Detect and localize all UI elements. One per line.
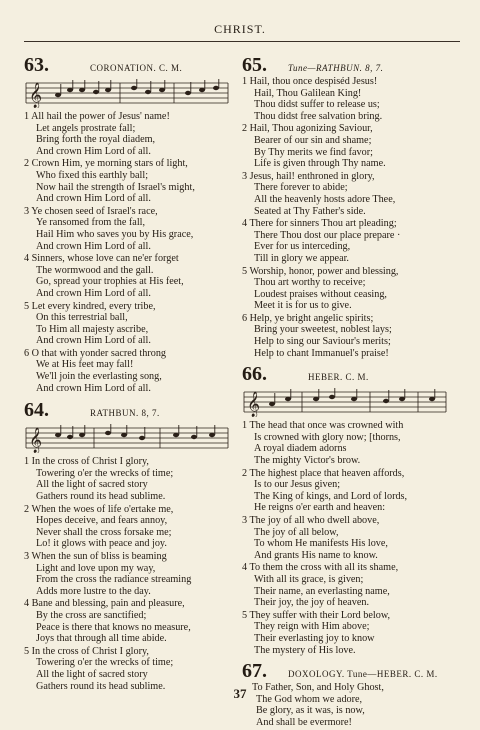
verse-line: Now hail the strength of Israel's might, [36, 181, 195, 193]
verse-line: Ye ransomed from the fall, [36, 217, 146, 229]
left-column [24, 54, 234, 693]
verse-line: 3 Jesus, hail! enthroned in glory, [242, 170, 375, 182]
verse-line: They reign with Him above; [254, 621, 370, 633]
verse-line: The joy of all below, [254, 526, 339, 538]
music-staff [242, 387, 448, 417]
verse [242, 76, 452, 122]
verse [242, 562, 452, 608]
verse-line: We'll join the everlasting song, [36, 371, 162, 383]
hymn-number: 67. [242, 660, 267, 683]
verse [24, 598, 234, 644]
verse-line: To whom He manifests His love, [254, 538, 388, 550]
verse-line: Ever for us interceding, [254, 241, 351, 253]
hymn-65 [242, 54, 452, 359]
verse-line: Is to our Jesus given; [254, 479, 341, 491]
verse-line: Till in glory we appear. [254, 252, 349, 264]
verse-line: And crown Him Lord of all. [36, 287, 151, 299]
verse-line: 3 When the sun of bliss is beaming [24, 551, 167, 562]
verse-line: 5 They suffer with their Lord below, [242, 609, 391, 621]
verse-line: Life is given through Thy name. [254, 158, 386, 170]
verse-line: Help to sing our Saviour's merits; [254, 336, 391, 348]
verse-line: Seated at Thy Father's side. [254, 205, 366, 217]
verse-line: On this terrestrial ball, [36, 312, 128, 324]
verse-line: To Him all majesty ascribe, [36, 323, 149, 335]
verse [242, 218, 452, 264]
verse [24, 504, 234, 550]
right-column [242, 54, 452, 730]
hymn-number: 66. [242, 363, 267, 386]
verse-line: Lo! it glows with peace and joy. [36, 538, 167, 550]
verse-line: Bring forth the royal diadem, [36, 134, 156, 146]
verse-line: 4 Bane and blessing, pain and pleasure, [24, 598, 185, 610]
verse-line: Who fixed this earthly ball; [36, 169, 149, 181]
verse [242, 515, 452, 561]
hymn-66 [242, 363, 452, 656]
verse [242, 266, 452, 312]
svg-text:𝄞: 𝄞 [29, 82, 43, 107]
verse-line: Towering o'er the wrecks of time; [36, 467, 174, 479]
verse-line: Their joy, the joy of heaven. [254, 597, 370, 609]
hymn-63 [24, 54, 234, 394]
verse-line: All the light of sacred story [36, 668, 148, 680]
verse-line: And crown Him Lord of all. [36, 382, 151, 394]
verse-line: Go, spread your trophies at His feet, [36, 276, 184, 288]
verse-line: 2 Crown Him, ye morning stars of light, [24, 158, 188, 170]
verse-line: 5 Worship, honor, power and blessing, [242, 265, 399, 277]
verse-line: 1 All hail the power of Jesus' name! [24, 111, 170, 122]
verse-line: The mystery of His love. [254, 644, 356, 656]
verse-line: Meet it is for us to give. [254, 300, 352, 312]
verse-line: Hail Him who saves you by His grace, [36, 228, 194, 240]
verse-line: 6 Help, ye bright angelic spirits; [242, 312, 374, 324]
svg-text:𝄞: 𝄞 [29, 427, 43, 453]
verse-line: Thou didst suffer to release us; [254, 99, 380, 111]
verse [24, 456, 234, 502]
verse-line: All the heavenly hosts adore Thee, [254, 193, 396, 205]
verse-list [242, 420, 452, 656]
verse-line: 2 The highest place that heaven affords, [242, 467, 405, 479]
verse-line: The mighty Victor's brow. [254, 455, 361, 467]
verse-line: The wormwood and the gall. [36, 264, 154, 276]
verse-line: Bring your sweetest, noblest lays; [254, 324, 392, 336]
verse-list [24, 456, 234, 692]
verse [242, 420, 452, 466]
verse-line: And crown Him Lord of all. [36, 145, 151, 157]
svg-text:𝄞: 𝄞 [247, 391, 261, 417]
verse-line: He reigns o'er earth and heaven: [254, 502, 386, 514]
verse-line: 5 In the cross of Christ I glory, [24, 645, 149, 657]
tune-name: CORONATION. C. M. [90, 63, 183, 73]
verse-line: The God whom we adore, [256, 693, 363, 705]
verse-line: 3 The joy of all who dwell above, [242, 515, 380, 526]
verse [242, 171, 452, 217]
verse-line: There forever to abide; [254, 182, 348, 194]
music-staff [24, 423, 230, 453]
verse-line: And crown Him Lord of all. [36, 240, 151, 252]
verse-line: Peace is there that knows no measure, [36, 621, 191, 633]
verse-line: To Father, Son, and Holy Ghost, [252, 682, 384, 694]
header-rule [24, 41, 460, 42]
verse-line: From the cross the radiance streaming [36, 574, 192, 586]
verse-line: 1 Hail, thou once despiséd Jesus! [242, 76, 378, 87]
verse-line: Bearer of our sin and shame; [254, 134, 372, 146]
verse [24, 111, 234, 157]
verse-line: Never shall the cross forsake me; [36, 526, 172, 538]
verse [24, 158, 234, 204]
verse-line: 3 Ye chosen seed of Israel's race, [24, 205, 158, 217]
verse-line: Adds more lustre to the day. [36, 585, 151, 597]
verse-line: Gathers round its head sublime. [36, 680, 166, 692]
page-number: 37 [233, 686, 247, 701]
verse-line: And grants His name to know. [254, 549, 378, 561]
verse-line: And crown Him Lord of all. [36, 335, 151, 347]
verse-line: A royal diadem adorns [254, 443, 347, 455]
tune-name: Tune—RATHBUN. 8, 7. [288, 63, 384, 73]
verse [242, 313, 452, 359]
verse-line: Their everlasting joy to know [254, 632, 375, 644]
verse [24, 206, 234, 252]
running-head: CHRIST. [214, 22, 266, 36]
hymn-64 [24, 399, 234, 692]
hymn-number: 65. [242, 54, 267, 76]
verse-line: Towering o'er the wrecks of time; [36, 657, 174, 669]
verse-line: Their name, an everlasting name, [254, 585, 390, 597]
verse-line: Joys that through all time abide. [36, 633, 167, 645]
verse-line: We at His feet may fall! [36, 359, 134, 371]
verse-line: And crown Him Lord of all. [36, 193, 151, 205]
verse-line: Light and love upon my way, [36, 562, 156, 574]
verse-line: 4 To them the cross with all its shame, [242, 562, 399, 574]
verse-line: Help to chant Immanuel's praise! [254, 347, 389, 359]
verse-line: 1 The head that once was crowned with [242, 420, 404, 432]
hymn-number: 64. [24, 399, 49, 422]
verse-line: Is crowned with glory now; [thorns, [254, 431, 401, 443]
verse-list [24, 111, 234, 394]
verse-line: By Thy merits we find favor; [254, 146, 373, 158]
tune-name: HEBER. C. M. [308, 372, 369, 383]
verse [24, 253, 234, 299]
verse-line: Let angels prostrate fall; [36, 122, 136, 134]
verse [242, 123, 452, 169]
verse-line: With all its grace, is given; [254, 573, 364, 585]
verse-line: 2 Hail, Thou agonizing Saviour, [242, 123, 373, 135]
verse-list [242, 76, 452, 359]
verse-line: 6 O that with yonder sacred throng [24, 347, 167, 359]
verse-line: Loudest praises without ceasing, [254, 288, 387, 300]
verse-line: Thou didst free salvation bring. [254, 110, 383, 122]
tune-name: DOXOLOGY. Tune—HEBER. C. M. [288, 669, 438, 680]
verse-line: Hail, Thou Galilean King! [254, 87, 362, 99]
verse [24, 551, 234, 597]
verse-line: Gathers round its head sublime. [36, 491, 166, 503]
verse-line: Hopes deceive, and fears annoy, [36, 515, 168, 527]
verse-line: And shall be evermore! [256, 716, 352, 728]
verse-line: Be glory, as it was, is now, [256, 705, 365, 717]
verse-line: There Thou dost our place prepare · [254, 229, 401, 241]
verse-line: 4 There for sinners Thou art pleading; [242, 218, 397, 230]
verse-line: By the cross are sanctified; [36, 609, 147, 621]
hymn-number: 63. [24, 54, 49, 76]
tune-name: RATHBUN. 8, 7. [90, 408, 160, 419]
verse [24, 348, 234, 394]
verse [242, 468, 452, 514]
verse-line: 5 Let every kindred, every tribe, [24, 300, 156, 312]
verse [24, 301, 234, 347]
verse [242, 610, 452, 656]
verse-line: All the light of sacred story [36, 479, 148, 491]
verse-line: 4 Sinners, whose love can ne'er forget [24, 253, 179, 265]
music-staff [24, 78, 230, 108]
verse-line: The King of kings, and Lord of lords, [254, 490, 408, 502]
verse-line: Thou art worthy to receive; [254, 277, 366, 289]
verse-line: 2 When the woes of life o'ertake me, [24, 503, 174, 515]
verse-line: 1 In the cross of Christ I glory, [24, 456, 149, 468]
